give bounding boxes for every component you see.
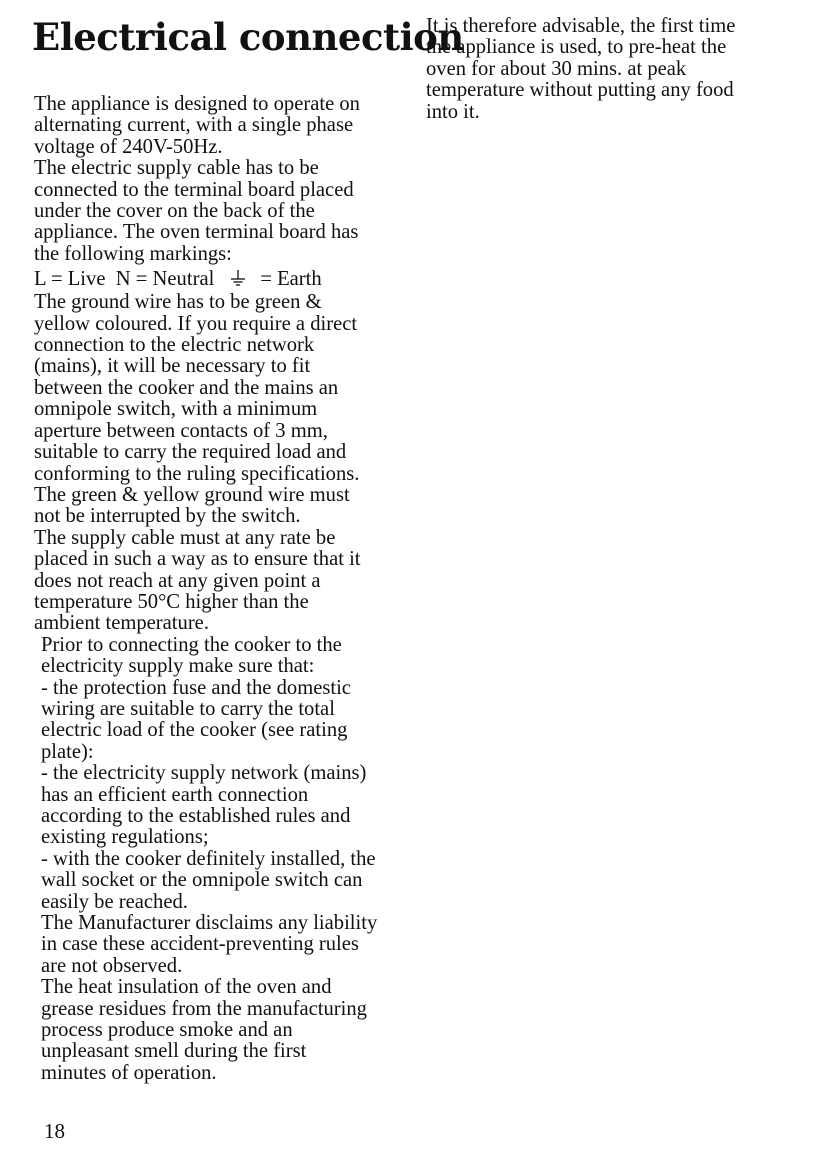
text-line: not be interrupted by the switch.: [34, 505, 301, 528]
text-line: suitable to carry the required load and: [34, 441, 347, 464]
text-line: The appliance is designed to operate on: [34, 93, 360, 115]
text-line: The heat insulation of the oven and: [41, 976, 332, 999]
text-line: placed in such a way as to ensure that it: [34, 548, 361, 571]
text-line: ambient temperature.: [34, 612, 209, 635]
text-line: wiring are suitable to carry the total: [41, 697, 335, 720]
left-column: [34, 94, 429, 1084]
text-line: between the cooker and the mains an: [34, 376, 339, 399]
text-line: temperature without putting any food: [426, 79, 734, 102]
terminal-markings: [34, 268, 429, 290]
text-line: wall socket or the omnipole switch can: [41, 869, 363, 892]
marking-neutral: N = Neutral: [115, 268, 215, 291]
text-line: omnipole switch, with a minimum: [34, 398, 318, 421]
right-column: [426, 16, 826, 123]
marking-live: L = Live: [34, 268, 106, 291]
text-line: The supply cable must at any rate be: [34, 526, 336, 549]
text-line: minutes of operation.: [41, 1061, 217, 1084]
text-line: yellow coloured. If you require a direct: [34, 312, 358, 335]
text-line: oven for about 30 mins. at peak: [426, 57, 687, 80]
text-line: process produce smoke and an: [41, 1019, 293, 1042]
text-line: are not observed.: [41, 954, 183, 977]
text-line: It is therefore advisable, the first time: [426, 15, 736, 37]
text-line: connection to the electric network: [34, 334, 315, 357]
text-line: Prior to connecting the cooker to the: [41, 633, 342, 656]
page-number: 18: [44, 1119, 65, 1143]
earth-ground-icon: [228, 268, 248, 288]
text-line: does not reach at any given point a: [34, 569, 321, 592]
text-line: appliance. The oven terminal board has: [34, 221, 359, 244]
text-line: grease residues from the manufacturing: [41, 997, 367, 1020]
text-line: plate):: [41, 740, 94, 763]
text-line: into it.: [426, 100, 480, 123]
text-line: The green & yellow ground wire must: [34, 483, 350, 506]
text-line: connected to the terminal board placed: [34, 178, 354, 201]
text-line: temperature 50°C higher than the: [34, 590, 309, 613]
text-line: - with the cooker definitely installed, the: [41, 847, 376, 870]
text-line: the appliance is used, to pre-heat the: [426, 36, 727, 59]
marking-earth: = Earth: [260, 268, 322, 291]
text-line: aperture between contacts of 3 mm,: [34, 419, 328, 442]
text-line: unpleasant smell during the first: [41, 1040, 307, 1063]
text-line: the following markings:: [34, 242, 232, 265]
text-line: existing regulations;: [41, 826, 209, 849]
text-line: voltage of 240V-50Hz.: [34, 135, 223, 158]
text-line: The electric supply cable has to be: [34, 157, 319, 180]
text-line: conforming to the ruling specifications.: [34, 462, 360, 485]
text-line: alternating current, with a single phase: [34, 114, 354, 137]
text-line: - the protection fuse and the domestic: [41, 676, 351, 699]
text-line: easily be reached.: [41, 890, 188, 913]
text-line: (mains), it will be necessary to fit: [34, 355, 311, 378]
text-line: according to the established rules and: [41, 805, 351, 827]
text-line: The ground wire has to be green &: [34, 291, 322, 314]
text-line: in case these accident-preventing rules: [41, 933, 359, 956]
page-title: Electrical connection: [32, 15, 464, 59]
text-line: under the cover on the back of the: [34, 200, 315, 223]
text-line: The Manufacturer disclaims any liability: [41, 912, 378, 935]
text-line: electricity supply make sure that:: [41, 655, 315, 678]
text-line: has an efficient earth connection: [41, 783, 309, 806]
text-line: - the electricity supply network (mains): [41, 762, 367, 785]
text-line: electric load of the cooker (see rating: [41, 719, 348, 742]
